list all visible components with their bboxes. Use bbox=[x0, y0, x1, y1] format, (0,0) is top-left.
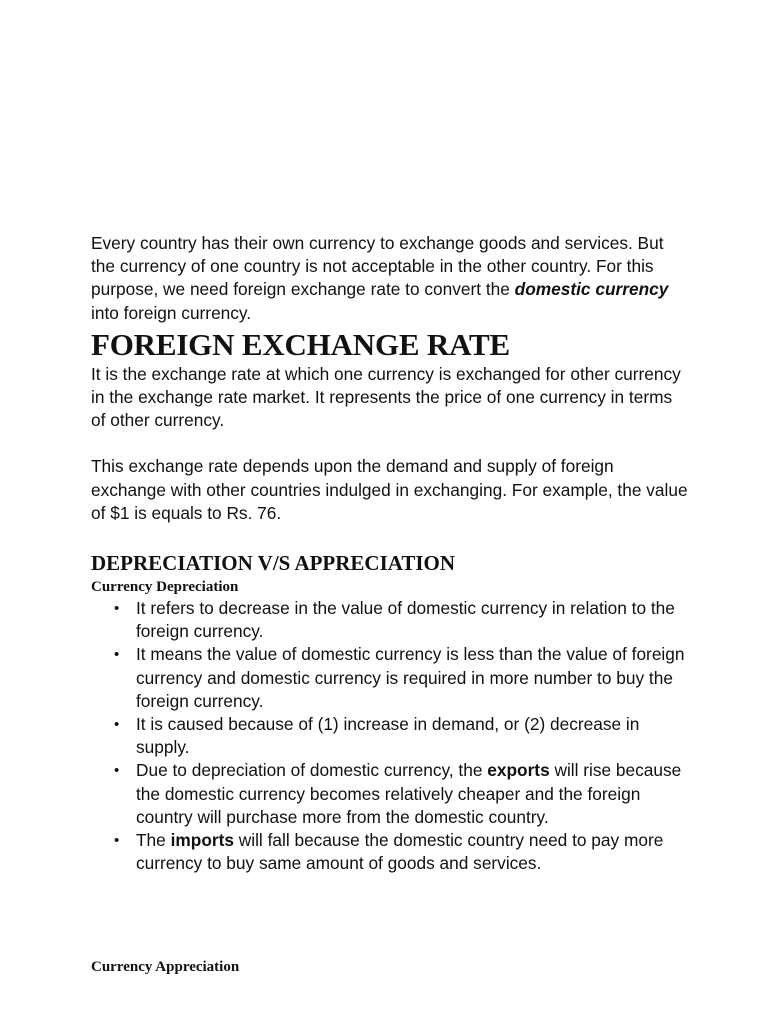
bullet-text-start: Due to depreciation of domestic currency, the bbox=[136, 760, 488, 781]
definition-paragraph: It is the exchange rate at which one currency is exchanged for other currency in the exchange rate market. It represents the price of one currency in terms of other currency. bbox=[91, 363, 681, 431]
main-heading: FOREIGN EXCHANGE RATE bbox=[91, 326, 510, 362]
bullet-text-start: The bbox=[136, 830, 171, 851]
bullet-text-end: will rise because the domestic currency becomes relatively cheaper and the foreign country will purchase more from the domestic country. bbox=[136, 760, 682, 827]
bullet-bold-term: exports bbox=[487, 760, 550, 781]
bullet-item bbox=[114, 829, 691, 875]
bullet-text-end: will fall because the domestic country need to pay more currency to buy same amount of goods and services. bbox=[136, 830, 664, 874]
example-paragraph: This exchange rate depends upon the demand and supply of foreign exchange with other countries indulged in exchanging. For example, the value of $1 is equals to Rs. 76. bbox=[91, 456, 688, 523]
intro-paragraph bbox=[91, 232, 691, 325]
depreciation-bullet-list bbox=[91, 597, 691, 875]
depreciation-subheading: Currency Depreciation bbox=[91, 579, 239, 596]
bullet-item bbox=[114, 597, 691, 643]
bullet-text: It means the value of domestic currency is less than the value of foreign currency and domestic currency is required in more number to buy the foreign currency. bbox=[136, 644, 685, 711]
bullet-icon: • bbox=[114, 600, 120, 618]
appreciation-subheading: Currency Appreciation bbox=[91, 959, 240, 975]
section-heading: DEPRECIATION V/S APPRECIATION bbox=[91, 551, 456, 576]
intro-text-end: into foreign currency. bbox=[91, 302, 252, 323]
intro-text-start: Every country has their own currency to exchange goods and services. But the currency of one country is not acceptable in the other country. For this purpose, we need foreign exchange rate to convert the bbox=[91, 233, 664, 300]
bullet-text: It refers to decrease in the value of domestic currency in relation to the foreign currency. bbox=[136, 598, 675, 642]
bullet-icon: • bbox=[114, 762, 120, 780]
bullet-item bbox=[114, 759, 691, 829]
bullet-item bbox=[114, 643, 691, 713]
document-body bbox=[91, 232, 691, 875]
bullet-icon: • bbox=[114, 646, 120, 664]
bullet-bold-term: imports bbox=[170, 830, 234, 851]
bullet-icon: • bbox=[114, 716, 120, 734]
bullet-item bbox=[114, 713, 691, 759]
intro-emphasis: domestic currency bbox=[514, 279, 669, 300]
bullet-icon: • bbox=[114, 832, 120, 850]
bullet-text: It is caused because of (1) increase in demand, or (2) decrease in supply. bbox=[136, 714, 640, 758]
